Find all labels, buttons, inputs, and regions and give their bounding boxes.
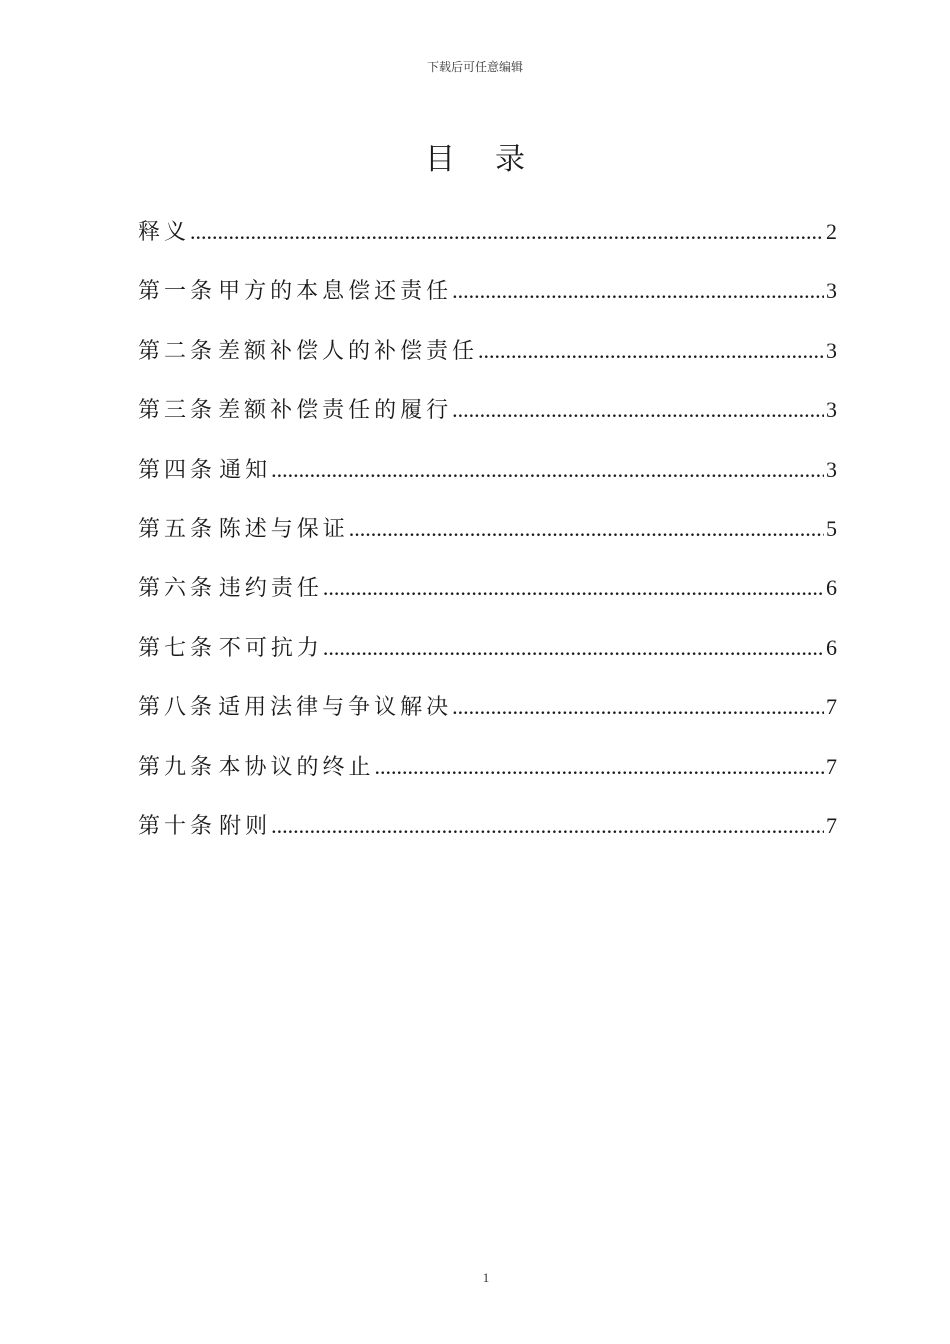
toc-item-title: 本协议的终止 (218, 754, 375, 780)
toc-item-article-1[interactable] (138, 272, 837, 331)
toc-item-article-10[interactable] (138, 807, 837, 866)
toc-item-page: 3 (826, 456, 837, 482)
toc-dot-leader (271, 451, 824, 489)
toc-item-page: 3 (826, 278, 837, 304)
toc-item-article-2[interactable] (138, 332, 837, 391)
toc-list (138, 213, 837, 866)
toc-item-article-9[interactable] (138, 748, 837, 807)
toc-item-number: 第五条 (138, 516, 217, 542)
toc-item-number: 第七条 (138, 635, 217, 661)
toc-dot-leader (271, 807, 824, 845)
toc-item-number: 第二条 (138, 338, 217, 364)
toc-item-page: 6 (826, 634, 837, 660)
toc-dot-leader (349, 510, 824, 548)
toc-item-title: 甲方的本息偿还责任 (218, 279, 453, 305)
toc-item-article-5[interactable] (138, 510, 837, 569)
toc-item-number: 第一条 (138, 279, 217, 305)
toc-item-article-4[interactable] (138, 451, 837, 510)
toc-item-title: 违约责任 (218, 576, 323, 602)
toc-item-number: 第八条 (138, 695, 217, 721)
page-number: 1 (482, 1270, 490, 1285)
toc-item-page: 5 (826, 515, 837, 541)
toc-item-number: 第六条 (138, 576, 217, 602)
toc-item-title: 陈述与保证 (218, 516, 349, 542)
toc-item-article-6[interactable] (138, 569, 837, 628)
toc-item-title: 不可抗力 (218, 635, 323, 661)
toc-item-title: 适用法律与争议解决 (218, 695, 453, 721)
toc-item-page: 7 (826, 694, 837, 720)
toc-dot-leader (478, 332, 824, 370)
toc-dot-leader (452, 272, 824, 310)
toc-item-number: 第九条 (138, 754, 217, 780)
toc-item-article-8[interactable] (138, 688, 837, 747)
toc-item-title: 释义 (138, 220, 191, 245)
toc-item-page: 7 (826, 753, 837, 779)
toc-item-page: 3 (826, 397, 837, 423)
toc-item-page: 2 (826, 219, 837, 244)
toc-item-number: 第四条 (138, 457, 217, 483)
header-note: 下载后可任意编辑 (426, 60, 523, 74)
toc-dot-leader (323, 569, 824, 607)
toc-dot-leader (375, 748, 824, 786)
toc-dot-leader (323, 629, 824, 667)
toc-item-title: 附则 (219, 813, 272, 839)
toc-title: 目录 (425, 142, 565, 177)
toc-item-article-3[interactable] (138, 391, 837, 450)
toc-item-page: 7 (826, 812, 837, 838)
toc-item-title: 通知 (219, 457, 272, 483)
toc-item-title: 差额补偿责任的履行 (218, 398, 453, 424)
toc-item-page: 3 (826, 337, 837, 363)
toc-item-number: 第十条 (138, 813, 217, 839)
toc-dot-leader (190, 213, 824, 251)
toc-dot-leader (452, 688, 824, 726)
toc-dot-leader (452, 391, 824, 429)
toc-item-page: 6 (826, 575, 837, 601)
toc-item-definitions[interactable] (138, 213, 837, 272)
toc-item-article-7[interactable] (138, 629, 837, 688)
toc-item-number: 第三条 (138, 398, 217, 424)
toc-item-title: 差额补偿人的补偿责任 (217, 338, 478, 364)
